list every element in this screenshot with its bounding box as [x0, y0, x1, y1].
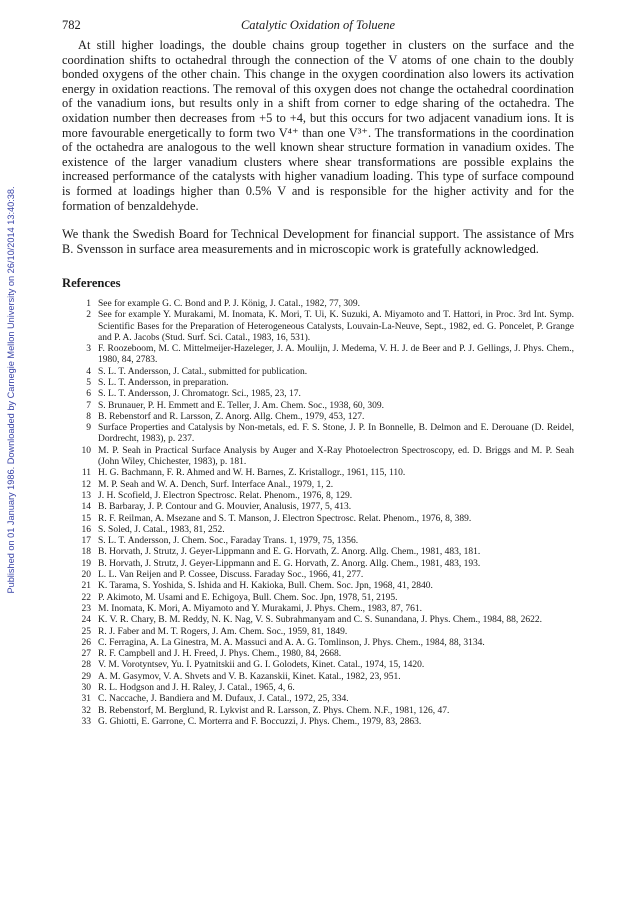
- reference-text: R. J. Faber and M. T. Rogers, J. Am. Chem. Soc., 1959, 81, 1849.: [98, 626, 348, 637]
- reference-item: [62, 593, 574, 604]
- reference-number: 18: [81, 547, 91, 558]
- page-body: [62, 38, 574, 728]
- reference-text: Surface Properties and Catalysis by Non-metals, ed. F. S. Stone, J. P. In Bonnelle, B. Delmon and E. Derouane (D. Reidel, Dordrecht, 1983), p. 237.: [98, 423, 574, 445]
- reference-number: 30: [81, 683, 91, 693]
- reference-number: 17: [81, 536, 91, 547]
- reference-item: [62, 412, 574, 423]
- reference-item: [62, 615, 574, 626]
- reference-number: 11: [81, 468, 91, 479]
- reference-list: [62, 299, 574, 728]
- reference-item: [62, 389, 574, 400]
- reference-text: V. M. Vorotyntsev, Yu. I. Pyatnitskii and G. I. Golodets, Kinet. Catal., 1974, 15, 1420.: [98, 660, 425, 671]
- reference-text: C. Ferragina, A. La Ginestra, M. A. Massuci and A. A. G. Tomlinson, J. Phys. Chem., 1984, 88, 3134.: [98, 637, 485, 648]
- reference-number: 25: [81, 626, 91, 637]
- reference-text: S. Brunauer, P. H. Emmett and E. Teller, J. Am. Chem. Soc., 1938, 60, 309.: [98, 400, 385, 411]
- reference-text: R. F. Reilman, A. Msezane and S. T. Manson, J. Electron Spectrosc. Relat. Phenom., 1976, 8, 389.: [98, 513, 472, 524]
- reference-item: [62, 468, 574, 479]
- reference-number: 1: [86, 298, 91, 309]
- reference-number: 20: [81, 570, 91, 581]
- page-number: 782: [62, 18, 81, 32]
- reference-number: 22: [81, 592, 91, 603]
- reference-item: [62, 525, 574, 536]
- reference-text: S. L. T. Andersson, J. Catal., submitted for publication.: [98, 366, 308, 377]
- reference-text: S. L. T. Andersson, J. Chromatogr. Sci., 1985, 23, 17.: [98, 389, 301, 400]
- reference-text: M. P. Seah and W. A. Dench, Surf. Interface Anal., 1979, 1, 2.: [98, 479, 334, 490]
- reference-text: L. L. Van Reijen and P. Cossee, Discuss. Faraday Soc., 1966, 41, 277.: [98, 570, 364, 581]
- reference-number: 14: [81, 502, 91, 513]
- reference-item: [62, 649, 574, 660]
- reference-item: [62, 683, 574, 694]
- reference-number: 27: [81, 649, 91, 660]
- reference-text: K. V. R. Chary, B. M. Reddy, N. K. Nag, V. S. Subrahmanyam and C. S. Sunandana, J. Phys. Chem., 1984, 88, 2622.: [98, 615, 543, 626]
- reference-item: [62, 378, 574, 389]
- reference-number: 7: [86, 400, 91, 411]
- reference-number: 10: [81, 445, 91, 456]
- reference-number: 6: [86, 389, 91, 400]
- side-note-text: Published on 01 January 1986. Downloaded by Carnegie Mellon University on 26/10/2014 13:40:38.: [6, 186, 16, 594]
- reference-text: S. Soled, J. Catal., 1983, 81, 252.: [98, 524, 225, 535]
- reference-item: [62, 694, 574, 705]
- reference-number: 21: [81, 581, 91, 592]
- reference-text: B. Rebenstorf and R. Larsson, Z. Anorg. Allg. Chem., 1979, 453, 127.: [98, 411, 365, 422]
- references-heading: References: [62, 276, 121, 291]
- reference-number: 13: [81, 490, 91, 501]
- reference-item: [62, 446, 574, 469]
- reference-number: 28: [81, 660, 91, 671]
- reference-item: [62, 638, 574, 649]
- reference-item: [62, 660, 574, 671]
- reference-number: 29: [81, 671, 91, 682]
- reference-text: M. P. Seah in Practical Surface Analysis by Auger and X-Ray Photoelectron Spectroscopy, ed. D. Briggs and M. P. Seah (John Wiley, Chichester, 1983), p. 181.: [98, 445, 574, 468]
- reference-number: 23: [81, 603, 91, 614]
- reference-text: J. H. Scofield, J. Electron Spectrosc. Relat. Phenom., 1976, 8, 129.: [98, 490, 353, 501]
- reference-item: [62, 423, 574, 446]
- reference-text: See for example G. C. Bond and P. J. König, J. Catal., 1982, 77, 309.: [98, 298, 361, 309]
- reference-number: 32: [81, 705, 91, 716]
- reference-item: [62, 581, 574, 592]
- reference-item: [62, 706, 574, 717]
- reference-number: 2: [86, 310, 91, 321]
- reference-item: [62, 401, 574, 412]
- reference-item: [62, 367, 574, 378]
- reference-text: R. F. Campbell and J. H. Freed, J. Phys. Chem., 1980, 84, 2668.: [98, 649, 342, 660]
- reference-item: [62, 547, 574, 558]
- reference-text: See for example Y. Murakami, M. Inomata, K. Mori, T. Ui, K. Suzuki, A. Miyamoto and T. Hattori, in Proc. 3rd Int. Symp. Scientific Bases for the Preparation of Heterogeneous Catalysts, Louvain-La-Neuve, Sept., 1982, ed. G. Poncelet, P. Grange and P. A. Jacobs (Stud. Surf. Sci. Catal., 1983, 16, 531).: [98, 310, 574, 343]
- reference-item: [62, 559, 574, 570]
- reference-number: 4: [86, 366, 91, 377]
- reference-item: [62, 299, 574, 310]
- reference-item: [62, 672, 574, 683]
- reference-number: 3: [86, 344, 91, 355]
- reference-text: H. G. Bachmann, F. R. Ahmed and W. H. Barnes, Z. Kristallogr., 1961, 115, 110.: [98, 468, 406, 479]
- acknowledgement-paragraph: We thank the Swedish Board for Technical Development for financial support. The assistance of Mrs B. Svensson in surface area measurements and in microscopic work is gratefully acknowledged.: [62, 227, 574, 256]
- reference-number: 9: [86, 423, 91, 434]
- reference-text: R. L. Hodgson and J. H. Raley, J. Catal., 1965, 4, 6.: [98, 683, 295, 693]
- reference-text: M. Inomata, K. Mori, A. Miyamoto and Y. Murakami, J. Phys. Chem., 1983, 87, 761.: [98, 603, 423, 614]
- running-title: Catalytic Oxidation of Toluene: [240, 18, 396, 32]
- publication-side-note: [4, 150, 18, 630]
- reference-item: [62, 570, 574, 581]
- reference-number: 15: [81, 513, 91, 524]
- reference-number: 33: [81, 716, 91, 727]
- reference-item: [62, 514, 574, 525]
- reference-number: 24: [81, 615, 91, 626]
- reference-text: S. L. T. Andersson, in preparation.: [98, 377, 229, 388]
- reference-number: 19: [81, 558, 91, 569]
- reference-item: [62, 536, 574, 547]
- reference-number: 8: [86, 411, 91, 422]
- reference-number: 31: [81, 694, 91, 705]
- reference-text: K. Tarama, S. Yoshida, S. Ishida and H. Kakioka, Bull. Chem. Soc. Jpn, 1968, 41, 2840.: [98, 581, 433, 592]
- reference-item: [62, 344, 574, 367]
- reference-number: 26: [81, 637, 91, 648]
- reference-item: [62, 480, 574, 491]
- reference-text: B. Rebenstorf, M. Berglund, R. Lykvist and R. Larsson, Z. Phys. Chem. N.F., 1981, 126, 47.: [98, 705, 450, 716]
- reference-text: B. Horvath, J. Strutz, J. Geyer-Lippmann and E. G. Horvath, Z. Anorg. Allg. Chem., 1981, 483, 181.: [98, 547, 481, 558]
- reference-number: 5: [86, 377, 91, 388]
- reference-item: [62, 604, 574, 615]
- reference-text: A. M. Gasymov, V. A. Shvets and V. B. Kazanskii, Kinet. Katal., 1982, 23, 951.: [98, 671, 401, 682]
- reference-number: 16: [81, 524, 91, 535]
- reference-text: G. Ghiotti, E. Garrone, C. Morterra and F. Boccuzzi, J. Phys. Chem., 1979, 83, 2863.: [98, 716, 422, 727]
- reference-number: 12: [81, 479, 91, 490]
- page-header: [62, 18, 574, 34]
- reference-item: [62, 627, 574, 638]
- reference-text: B. Horvath, J. Strutz, J. Geyer-Lippmann and E. G. Horvath, Z. Anorg. Allg. Chem., 1981, 483, 193.: [98, 558, 481, 569]
- reference-text: B. Barbaray, J. P. Contour and G. Mouvier, Analusis, 1977, 5, 413.: [98, 502, 352, 513]
- reference-text: P. Akimoto, M. Usami and E. Echigoya, Bull. Chem. Soc. Jpn, 1978, 51, 2195.: [98, 592, 398, 603]
- reference-item: [62, 717, 574, 728]
- reference-item: [62, 502, 574, 513]
- reference-item: [62, 491, 574, 502]
- body-paragraph: At still higher loadings, the double chains group together in clusters on the surface and the coordination shifts to octahedral through the connection of the V atoms of one chain to the doubly bonded oxygens of the other chain. This change in the oxygen coordination also lowers its activation energy in oxidation reactions. The removal of this oxygen does not change the octahedral coordination of the vanadium ions, but results only in a shift from corner to edge sharing of the octahedra. The oxidation number then decreases from +5 to +4, but this occurs for two adjacent vanadium ions. It is more favourable energetically to form two V⁴⁺ than one V³⁺. The transformations in the coordination of the octahedra are analogous to the well known shear structure formation in vanadium oxides. The existence of the larger vanadium clusters where shear transformations are possible explains the increased performance of the catalysts with higher vanadium loading. This type of surface compound is formed at loadings higher than 0.5% V and is responsible for the higher activity and for the formation of benzaldehyde.: [62, 38, 574, 213]
- reference-text: F. Roozeboom, M. C. Mittelmeijer-Hazeleger, J. A. Moulijn, J. Medema, V. H. J. de Beer and P. J. Gellings, J. Phys. Chem., 1980, 84, 2783.: [98, 344, 574, 366]
- reference-text: S. L. T. Andersson, J. Chem. Soc., Faraday Trans. 1, 1979, 75, 1356.: [98, 536, 359, 547]
- reference-item: [62, 310, 574, 344]
- reference-text: C. Naccache, J. Bandiera and M. Dufaux, J. Catal., 1972, 25, 334.: [98, 694, 349, 705]
